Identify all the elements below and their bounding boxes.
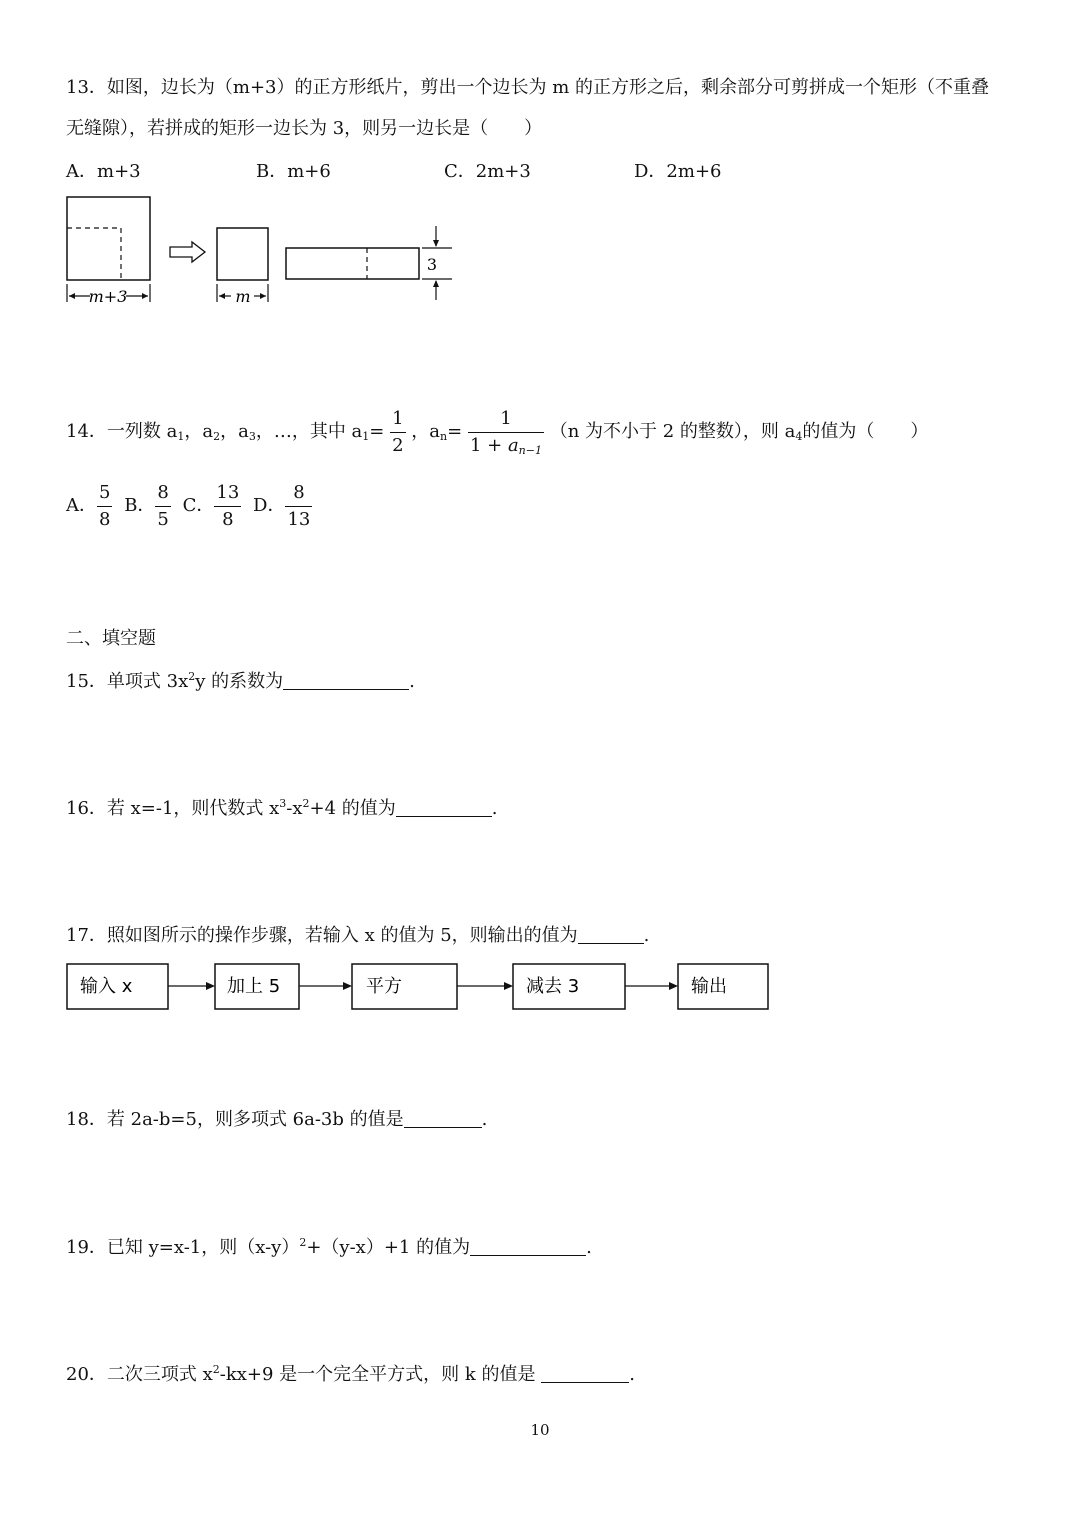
- q17-answer-blank[interactable]: [578, 925, 644, 944]
- q20-answer-blank[interactable]: [541, 1364, 629, 1383]
- page-number: 10: [530, 1421, 550, 1439]
- a1-fraction: $\frac{1}{2}$: [392, 407, 404, 456]
- q14-options: [66, 478, 312, 534]
- q19-answer-blank[interactable]: [470, 1237, 586, 1256]
- q13-option-d: D．2m+6: [634, 161, 722, 182]
- transform-arrow-icon: [170, 242, 205, 262]
- q19-text: 19．已知 y=x-1，则$(x-y)^2+(y-x)+1$ 的值为 .: [66, 1236, 592, 1258]
- small-square: [217, 228, 268, 280]
- cut-line: [67, 228, 121, 280]
- q14-option-a: A． $\frac{5}{8}$: [66, 481, 111, 530]
- flow-label-square: 平方: [366, 976, 402, 997]
- flow-arrow-icon: [343, 982, 352, 990]
- flow-arrow-icon: [206, 982, 215, 990]
- q14-option-c: C． $\frac{13}{8}$: [182, 481, 240, 530]
- q15-answer-blank[interactable]: [283, 671, 409, 690]
- q13-figure: [60, 190, 460, 310]
- label-m-plus-3: m+3: [88, 287, 128, 306]
- q13-text-line2: 无缝隙），若拼成的矩形一边长为 3，则另一边长是（ ）: [66, 118, 543, 139]
- label-m: m: [235, 287, 251, 306]
- q15-text: 15．单项式 $3x^2y$ 的系数为 .: [66, 670, 415, 692]
- q16-answer-blank[interactable]: [396, 798, 492, 817]
- an-fraction: $\frac{1}{1 + a_{n-1}}$: [469, 407, 542, 457]
- result-rectangle: [286, 248, 419, 279]
- q14-text: 14．一列数 $a_1$，$a_2$，$a_3$，…，其中 $a_1=$ $\frac{1}{2}$ ，$a_n=$ $\frac{1}{1 + a_{n-1}}$ （n 为不小于 2 的整数），则 $a_4$的值为（ ）: [66, 407, 929, 457]
- q18-text: 18．若 2a-b=5，则多项式 6a-3b 的值是 .: [66, 1109, 488, 1130]
- flow-label-input: 输入 x: [80, 976, 133, 997]
- flow-label-add: 加上 5: [227, 976, 281, 997]
- q18-answer-blank[interactable]: [404, 1109, 482, 1128]
- q16-text: 16．若 x=-1，则代数式 $x^3-x^2+4$ 的值为 .: [66, 797, 498, 819]
- q14-option-b: B． $\frac{8}{5}$: [124, 481, 169, 530]
- q13-option-b: B．m+6: [256, 161, 331, 182]
- q13-option-c: C．2m+3: [444, 161, 531, 182]
- flow-label-subtract: 减去 3: [526, 976, 580, 997]
- q20-text: 20．二次三项式 $x^2-kx+9$ 是一个完全平方式，则 k 的值是 .: [66, 1363, 635, 1385]
- section-title: 二、填空题: [66, 628, 156, 649]
- q13-option-a: A．m+3: [66, 161, 141, 182]
- flow-arrow-icon: [669, 982, 678, 990]
- q13-text-line1: 13．如图，边长为（m+3）的正方形纸片，剪出一个边长为 m 的正方形之后，剩余部分可剪拼成一个矩形（不重叠: [66, 77, 990, 98]
- q17-flowchart: [60, 958, 780, 1018]
- q14-option-d: D． $\frac{8}{13}$: [253, 481, 311, 530]
- flow-arrow-icon: [504, 982, 513, 990]
- q17-text: 17．照如图所示的操作步骤，若输入 x 的值为 5，则输出的值为 .: [66, 925, 650, 946]
- label-3: 3: [426, 255, 438, 274]
- big-square: [67, 197, 150, 280]
- flow-label-output: 输出: [691, 976, 727, 997]
